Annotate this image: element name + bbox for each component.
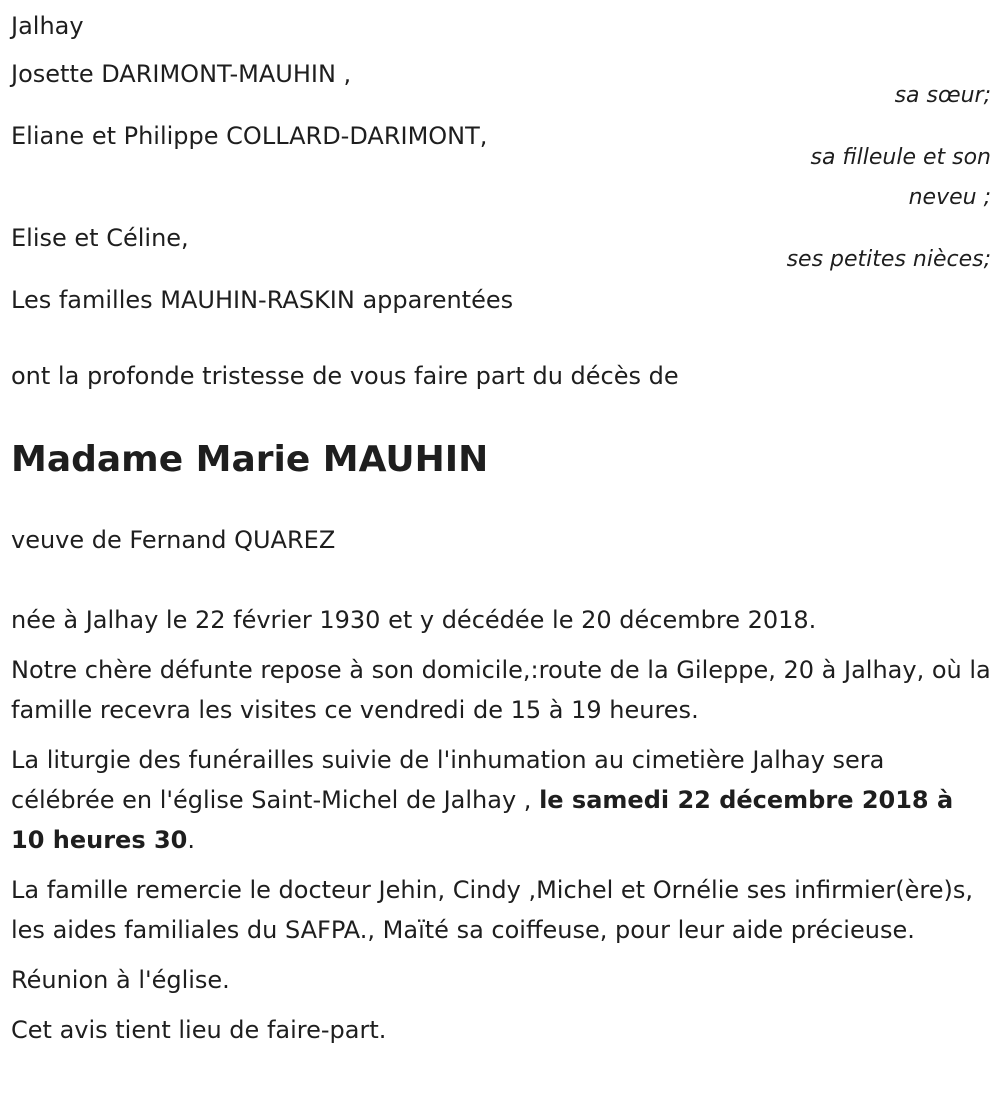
thanks-text: La famille remercie le docteur Jehin, Cindy ,Michel et Ornélie ses infirmier(ère)s, les aides familiales du SAFPA., Maïté sa coiffeuse, pour leur aide précieuse. xyxy=(11,876,974,944)
birth-death-text: née à Jalhay le 22 février 1930 et y décédée le 20 décembre 2018. xyxy=(11,606,817,634)
funeral-text xyxy=(11,740,991,860)
town-heading: Jalhay xyxy=(11,12,84,40)
relation-sister: sa sœur; xyxy=(894,83,991,108)
funeral-text-suffix: . xyxy=(187,826,195,854)
family-member-sister: Josette DARIMONT-MAUHIN , xyxy=(11,60,352,88)
announcement-text: ont la profonde tristesse de vous faire part du décès de xyxy=(11,362,679,390)
funeral-date-time: le samedi 22 décembre 2018 à 10 heures 30 xyxy=(11,786,954,854)
family-member-families: Les familles MAUHIN-RASKIN apparentées xyxy=(11,286,514,314)
widow-of-text: veuve de Fernand QUAREZ xyxy=(11,526,336,554)
notice-text: Cet avis tient lieu de faire-part. xyxy=(11,1016,387,1044)
deceased-name: Madame Marie MAUHIN xyxy=(11,439,489,480)
funeral-text-prefix: La liturgie des funérailles suivie de l'inhumation au cimetière Jalhay sera célébrée en l'église Saint-Michel de Jalhay , xyxy=(11,746,885,814)
relation-grandnieces: ses petites nièces; xyxy=(786,247,991,272)
gathering-text: Réunion à l'église. xyxy=(11,966,230,994)
family-member-grandnieces: Elise et Céline, xyxy=(11,224,189,252)
relation-goddaughter-line2: neveu ; xyxy=(908,185,991,210)
family-member-goddaughter: Eliane et Philippe COLLARD-DARIMONT, xyxy=(11,122,488,150)
relation-goddaughter-line1: sa filleule et son xyxy=(810,145,991,170)
obituary-notice xyxy=(11,6,991,1050)
visitation-text: Notre chère défunte repose à son domicile,:route de la Gileppe, 20 à Jalhay, où la famille recevra les visites ce vendredi de 15 à 19 heures. xyxy=(11,656,991,724)
